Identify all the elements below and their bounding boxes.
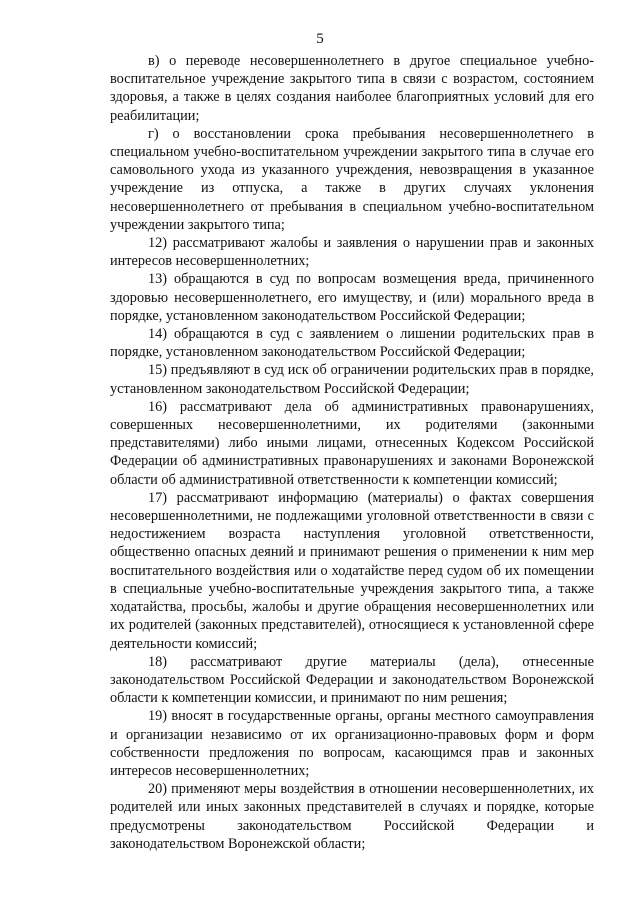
paragraph-item-15: 15) предъявляют в суд иск об ограничении родительских прав в порядке, установленном законодательством Российской Федерации; [110,362,594,397]
paragraph-item-g: г) о восстановлении срока пребывания несовершеннолетнего в специальном учебно-воспитательном учреждении закрытого типа в случае его самовольного ухода из указанного учреждения, невозвращения в указанное учреждение из отпуска, а также в других случаях уклонения несовершеннолетнего от пребывания в специальном учебно-воспитательном учреждении закрытого типа; [110,125,594,233]
paragraph-item-v: в) о переводе несовершеннолетнего в другое специальное учебно-воспитательное учреждение закрытого типа в связи с возрастом, состоянием здоровья, а также в целях создания наиболее благоприятных условий для его реабилитации; [110,53,594,124]
page-number: 5 [316,31,324,47]
paragraph-item-17: 17) рассматривают информацию (материалы) о фактах совершения несовершеннолетними, не подлежащими уголовной ответственности в связи с недостижением возраста наступления уголовной ответственности, общественно опасных деяний и принимают решения о применении к ним мер воспитательного воздействия или о ходатайстве перед судом об их помещении в специальные учебно-воспитательные учреждения закрытого типа, а также ходатайства, просьбы, жалобы и другие обращения несовершеннолетних или их родителей (законных представителей), относящиеся к установленной сфере деятельности комиссий; [110,489,594,652]
paragraph-item-19: 19) вносят в государственные органы, органы местного самоуправления и организации независимо от их организационно-правовых форм и форм собственности предложения по вопросам, касающимся прав и законных интересов несовершеннолетних; [110,708,594,779]
paragraph-item-14: 14) обращаются в суд с заявлением о лишении родительских прав в порядке, установленном законодательством Российской Федерации; [110,326,594,361]
paragraph-item-13: 13) обращаются в суд по вопросам возмещения вреда, причиненного здоровью несовершеннолетнего, его имуществу, и (или) морального вреда в порядке, установленном законодательством Российской Федерации; [110,271,594,324]
paragraph-item-16: 16) рассматривают дела об административных правонарушениях, совершенных несовершеннолетними, их родителями (законными представителями) либо иными лицами, отнесенных Кодексом Российской Федерации об административных правонарушениях и законами Воронежской области об административной ответственности к компетенции комиссий; [110,398,594,488]
paragraph-item-20: 20) применяют меры воздействия в отношении несовершеннолетних, их родителей или иных законных представителей в случаях и порядке, которые предусмотрены законодательством Российской Федерации и законодательством Воронежской области; [110,781,594,852]
paragraph-item-18: 18) рассматривают другие материалы (дела), отнесенные законодательством Российской Федерации и законодательством Воронежской области к компетенции комиссии, и принимают по ним решения; [110,653,594,707]
document-body [110,52,594,853]
paragraph-item-12: 12) рассматривают жалобы и заявления о нарушении прав и законных интересов несовершеннолетних; [110,235,594,270]
